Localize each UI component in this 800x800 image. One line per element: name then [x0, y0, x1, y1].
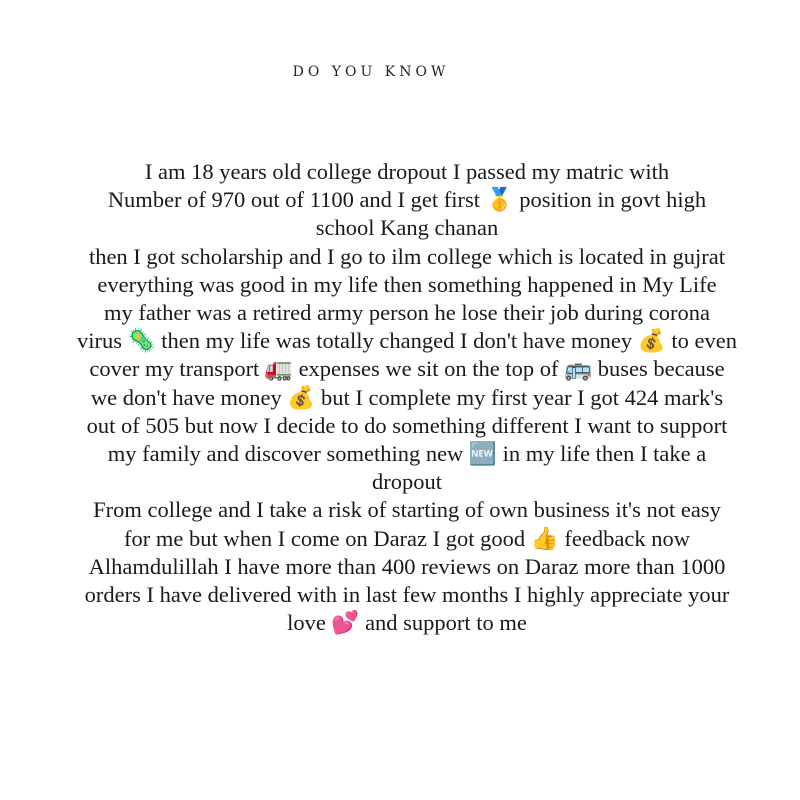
- story-line: then I got scholarship and I go to ilm college which is located in gujrat: [88, 243, 726, 269]
- story-line: orders I have delivered with in last few months I highly appreciate your: [84, 582, 730, 608]
- story-line: we don't have money 💰 but I complete my first year I got 424 mark's: [90, 384, 724, 410]
- story-line: everything was good in my life then something happened in My Life: [97, 271, 717, 297]
- story-line: my father was a retired army person he lose their job during corona: [103, 300, 711, 326]
- story-line: I am 18 years old college dropout I passed my matric with: [144, 159, 670, 184]
- post-heading: DO YOU KNOW: [292, 64, 450, 80]
- story-line: dropout: [372, 469, 442, 495]
- story-line: love 💕 and support to me: [287, 610, 527, 636]
- story-line: my family and discover something new 🆕 in my life then I take a: [107, 441, 707, 467]
- story-line: school Kang chanan: [315, 215, 499, 241]
- story-line: virus 🦠 then my life was totally changed I don't have money 💰 to even: [77, 328, 737, 354]
- story-line: cover my transport 🚛 expenses we sit on the top of 🚌 buses because: [89, 356, 725, 382]
- story-line: From college and I take a risk of starting of own business it's not easy: [93, 497, 721, 523]
- story-line: Number of 970 out of 1100 and I get first 🥇 position in govt high: [107, 187, 707, 213]
- story-line: Alhamdulillah I have more than 400 reviews on Daraz more than 1000: [88, 553, 726, 579]
- story-line: out of 505 but now I decide to do something different I want to support: [86, 412, 728, 438]
- story-line: for me but when I come on Daraz I got good 👍 feedback now: [124, 525, 690, 551]
- story-text: [30, 158, 784, 637]
